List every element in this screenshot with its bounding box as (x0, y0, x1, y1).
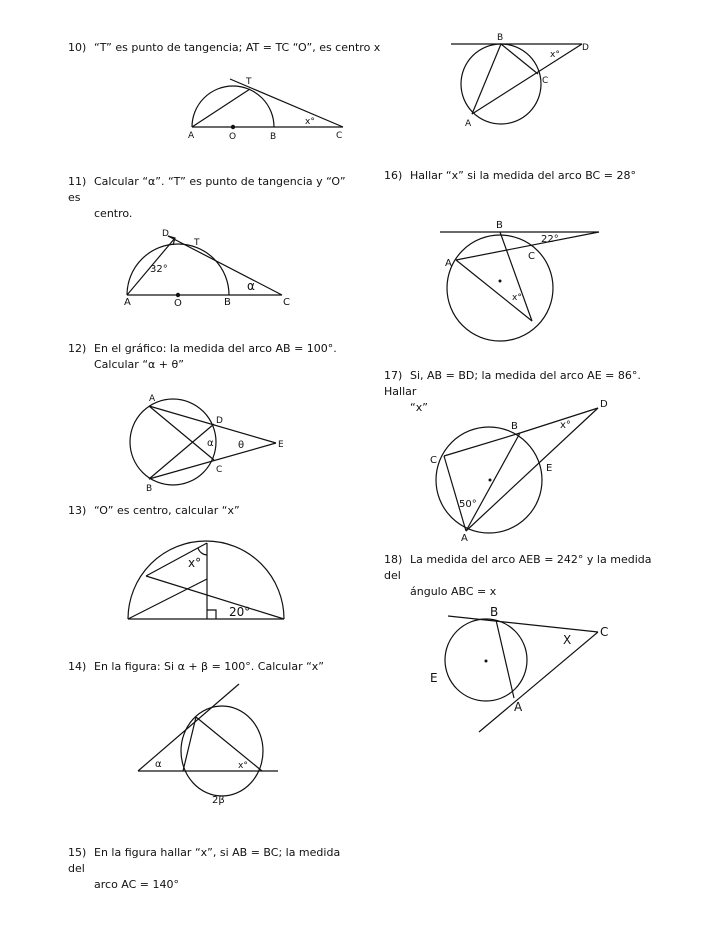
fig17-secant-AD (466, 408, 598, 531)
fig17-chord-AB (466, 433, 520, 531)
fig16-label-B: B (496, 220, 503, 231)
fig14-circle (181, 706, 263, 796)
problem-number: 18) (384, 553, 403, 566)
problem-text: En la figura: Si α + β = 100°. Calcular “x” (94, 660, 324, 673)
fig17-label-E: E (546, 463, 553, 474)
fig14-tangent-line (138, 684, 239, 771)
problem-number: 11) (68, 175, 87, 188)
fig11-label-T: T (194, 238, 200, 248)
fig16-label-22: 22° (541, 234, 559, 245)
figure-13 (128, 541, 284, 619)
fig12-label-alpha: α (207, 438, 214, 449)
fig11-tangent-line (168, 236, 282, 295)
problem-text: En la figura hallar “x”, si AB = BC; la medida del (68, 846, 341, 875)
fig11-semicircle (127, 244, 229, 295)
fig10-label-C: C (336, 131, 343, 141)
fig11-label-32: 32° (150, 264, 168, 275)
figure-11 (124, 229, 290, 309)
fig17-segment-BD (520, 408, 598, 433)
fig10-center-dot (231, 125, 235, 129)
fig16-center-dot (499, 280, 502, 283)
problem-text: “T” es punto de tangencia; AT = TC “O”, es centro x (94, 41, 381, 54)
problem-text-cont: “x” (410, 401, 428, 414)
problem-text-cont: Calcular “α + θ” (94, 358, 184, 371)
fig10-label-O: O (229, 132, 237, 142)
fig15-label-A: A (465, 119, 472, 129)
problem-text-cont: arco AC = 140° (94, 878, 180, 891)
fig18-label-E: E (430, 671, 438, 685)
fig15-label-D: D (582, 43, 589, 53)
fig16-label-C: C (528, 251, 535, 262)
fig17-label-50: 50° (459, 499, 477, 510)
fig10-label-T: T (246, 77, 252, 87)
fig18-label-B: B (490, 605, 499, 619)
fig11-center-dot (176, 293, 180, 297)
fig14-chord-2 (196, 717, 262, 771)
problem-text-cont: ángulo ABC = x (410, 585, 497, 598)
fig12-label-A: A (149, 394, 156, 404)
fig18-label-X: X (563, 633, 572, 647)
problem-number: 17) (384, 369, 403, 382)
fig14-label-x: x° (238, 761, 248, 771)
problem-number: 12) (68, 342, 87, 355)
fig17-label-x: x° (560, 420, 571, 431)
fig15-label-B: B (497, 33, 504, 43)
fig12-label-E: E (278, 440, 284, 450)
fig12-label-B: B (146, 484, 153, 494)
fig13-label-20: 20° (229, 605, 251, 619)
fig10-chord-AT (192, 89, 250, 127)
problem-number: 14) (68, 660, 87, 673)
fig17-label-A: A (461, 533, 468, 544)
fig15-label-C: C (542, 76, 549, 86)
fig17-chord-CA (444, 456, 466, 531)
problem-text: Hallar “x” si la medida del arco BC = 28° (410, 169, 636, 182)
fig15-chord-AB (472, 44, 501, 114)
fig11-label-C: C (283, 297, 290, 308)
fig18-label-A: A (514, 700, 523, 714)
fig17-label-B: B (511, 421, 518, 432)
fig10-label-x: x° (305, 117, 315, 127)
problem-number: 13) (68, 504, 87, 517)
figure-12 (130, 394, 284, 494)
fig12-label-D: D (216, 416, 223, 426)
figure-14 (138, 684, 278, 806)
problem-text: Calcular “α”. “T” es punto de tangencia y “O” es (68, 175, 346, 204)
fig18-center-dot (485, 660, 488, 663)
figure-18 (430, 605, 608, 732)
fig15-label-x: x° (550, 50, 560, 60)
problem-number: 10) (68, 41, 87, 54)
fig16-label-A: A (445, 258, 452, 269)
fig13-chord-3 (128, 579, 207, 619)
problem-number: 16) (384, 169, 403, 182)
fig18-chord-AB (496, 620, 514, 698)
figure-10 (188, 77, 343, 142)
fig17-center-dot (489, 479, 492, 482)
fig13-angle-arc (198, 548, 207, 555)
problem-number: 15) (68, 846, 87, 859)
fig14-label-beta: 2β (212, 795, 225, 806)
fig11-label-D: D (162, 229, 169, 239)
figure-16 (440, 220, 599, 341)
fig11-label-O: O (174, 298, 182, 309)
fig13-right-angle-mark (207, 610, 216, 619)
fig18-label-C: C (600, 625, 609, 639)
fig11-label-B: B (224, 297, 231, 308)
problem-text-cont: centro. (94, 207, 133, 220)
problem-text: Si, AB = BD; la medida del arco AE = 86°. Hallar (384, 369, 641, 398)
fig18-tangent-BC (448, 616, 598, 632)
fig12-label-C: C (216, 465, 223, 475)
problem-text: La medida del arco AEB = 242° y la medida del (384, 553, 652, 582)
figure-17 (430, 399, 608, 544)
problem-text: En el gráfico: la medida del arco AB = 100°. (94, 342, 337, 355)
fig16-label-x: x° (512, 293, 522, 303)
fig13-label-x: x° (188, 556, 202, 570)
fig12-label-theta: θ (238, 440, 245, 451)
fig11-label-alpha: α (247, 279, 255, 293)
fig17-label-D: D (600, 399, 608, 410)
figure-15 (451, 33, 589, 129)
fig11-label-A: A (124, 297, 131, 308)
fig15-secant-line (472, 44, 582, 114)
fig14-label-alpha: α (155, 759, 162, 770)
fig17-label-C: C (430, 455, 437, 466)
fig10-label-A: A (188, 131, 195, 141)
fig14-chord-1 (183, 717, 196, 771)
problem-text: “O” es centro, calcular “x” (94, 504, 240, 517)
fig10-label-B: B (270, 132, 277, 142)
fig11-right-angle-mark (168, 236, 175, 245)
fig13-chord-2 (146, 576, 284, 619)
fig18-tangent-AC (479, 632, 598, 732)
